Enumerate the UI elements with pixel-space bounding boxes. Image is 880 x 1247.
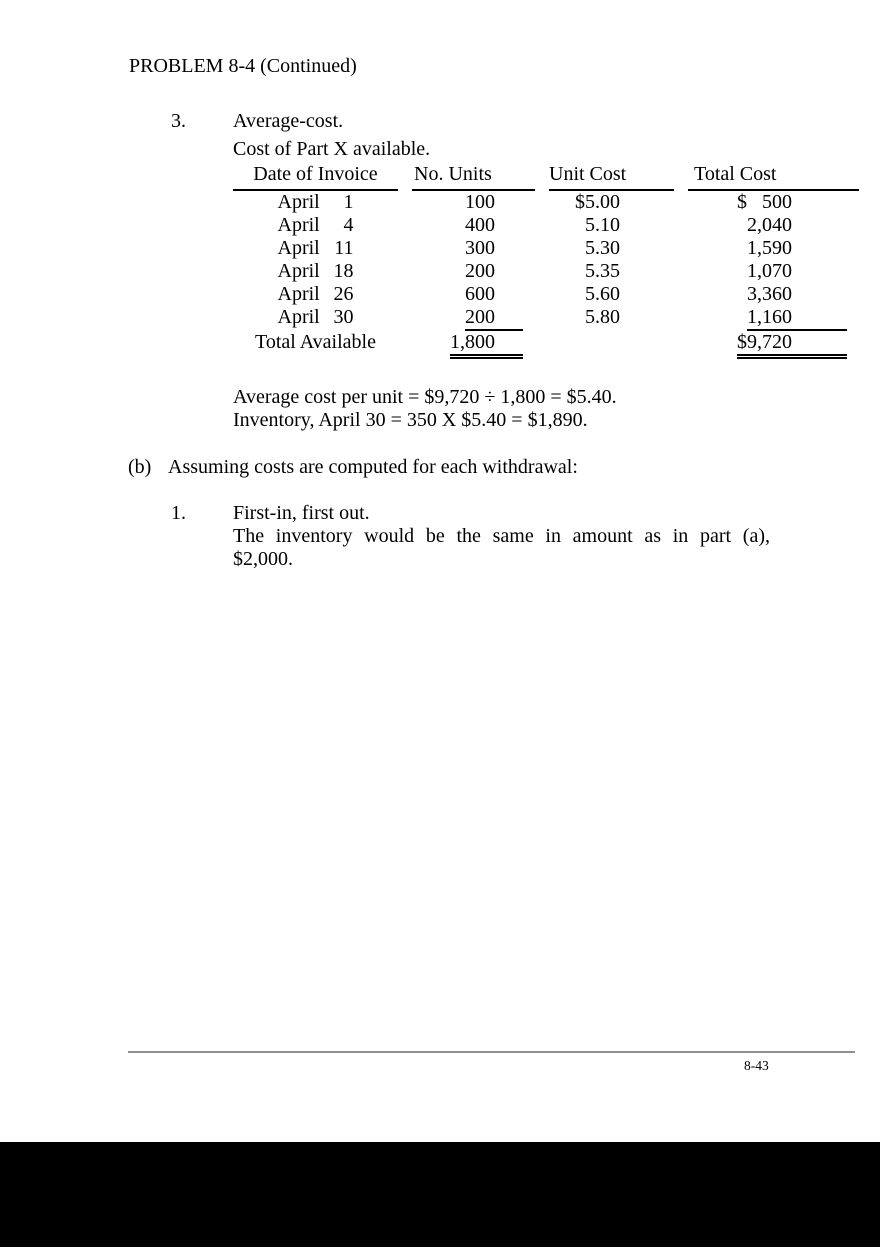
total-cost-total-cell: $9,720 (688, 331, 859, 359)
total-cost-cell: 2,040 (747, 214, 792, 236)
item-body-line1: The inventory would be the same in amount as in part (a), (233, 525, 770, 547)
total-cost-cell: 3,360 (747, 283, 792, 305)
part-b-text: Assuming costs are computed for each withdrawal: (168, 456, 578, 478)
unit-cost-cell: 5.35 (585, 260, 620, 282)
units-cell: 300 (465, 237, 495, 259)
column-header-unit-cost: Unit Cost (549, 160, 674, 191)
table-header-row (233, 160, 859, 191)
inventory-line: Inventory, April 30 = 350 X $5.40 = $1,890. (233, 409, 588, 431)
cost-of-part-x-table (219, 160, 873, 359)
table-row (233, 283, 859, 306)
units-cell: 600 (465, 283, 495, 305)
unit-cost-cell: 5.10 (585, 214, 620, 236)
invoice-month: April (277, 237, 320, 259)
table-row (233, 214, 859, 237)
unit-cost-cell: 5.80 (585, 306, 620, 328)
document-title: PROBLEM 8-4 (Continued) (129, 55, 357, 77)
total-cost-cell: 1,160 (688, 306, 859, 331)
total-cost-cell: 1,070 (747, 260, 792, 282)
invoice-month: April (277, 260, 320, 282)
invoice-month: April (277, 283, 320, 305)
date-cell (233, 260, 398, 283)
unit-cost-cell: $5.00 (575, 191, 620, 213)
invoice-month: April (277, 191, 320, 213)
column-header-units: No. Units (412, 160, 535, 191)
section-title: Average-cost. (233, 110, 344, 132)
total-label: Total Available (255, 331, 376, 353)
column-header-date: Date of Invoice (233, 160, 398, 191)
units-cell: 200 (412, 306, 535, 331)
date-cell (233, 237, 398, 260)
date-cell (233, 214, 398, 237)
item-title: First-in, first out. (233, 502, 370, 524)
invoice-day: 4 (343, 214, 354, 236)
invoice-day: 18 (333, 260, 354, 282)
invoice-month: April (277, 306, 320, 328)
date-cell (233, 191, 398, 214)
unit-cost-cell: 5.30 (585, 237, 620, 259)
total-cost-cell: $ 500 (737, 191, 792, 213)
total-cost-cell: 1,590 (747, 237, 792, 259)
date-cell (233, 283, 398, 306)
units-cell: 200 (465, 260, 495, 282)
units-total-cell: 1,800 (412, 331, 535, 359)
date-cell (233, 306, 398, 331)
item-body-line2: $2,000. (233, 548, 293, 570)
invoice-day: 26 (333, 283, 354, 305)
units-cell: 400 (465, 214, 495, 236)
letterbox-bottom (0, 1142, 880, 1247)
unit-cost-empty-cell (549, 331, 674, 359)
average-cost-line: Average cost per unit = $9,720 ÷ 1,800 = $5.40. (233, 386, 617, 408)
invoice-day: 1 (343, 191, 354, 213)
unit-cost-cell: 5.60 (585, 283, 620, 305)
part-b-label: (b) (128, 456, 152, 478)
table-total-row (233, 331, 859, 359)
page-number: 8-43 (744, 1058, 769, 1073)
invoice-month: April (277, 214, 320, 236)
footer-rule (128, 1051, 855, 1053)
invoice-day: 11 (334, 237, 354, 259)
table-subtitle: Cost of Part X available. (233, 138, 431, 160)
units-cell: 100 (465, 191, 495, 213)
table-row (233, 237, 859, 260)
total-label-cell (233, 331, 398, 359)
column-header-total-cost: Total Cost (688, 160, 859, 191)
item-number: 1. (171, 502, 186, 524)
table-row (233, 306, 859, 331)
table-row (233, 191, 859, 214)
table-row (233, 260, 859, 283)
invoice-day: 30 (333, 306, 354, 328)
section-number: 3. (171, 110, 186, 132)
